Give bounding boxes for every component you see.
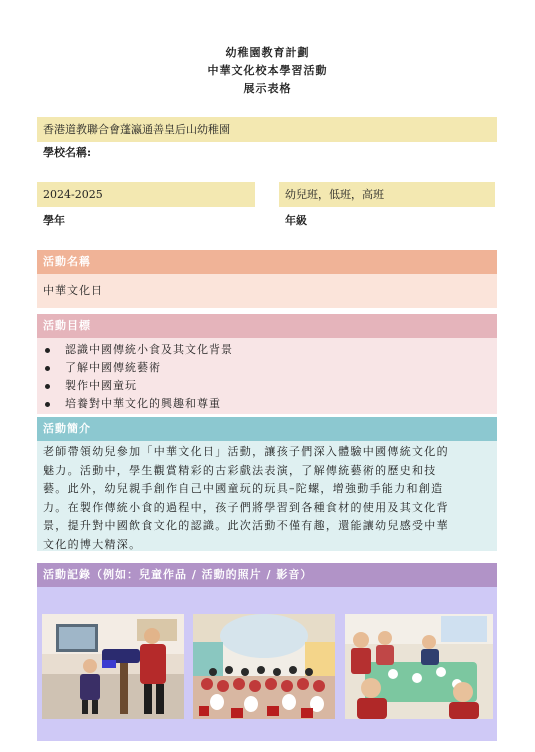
intro-line: 景，提升對中國飲食文化的認識。此次活動不僅有趣，還能讓幼兒感受中華	[43, 519, 449, 532]
intro-line: 藝。此外，幼兒親手創作自己中國童玩的玩具–陀螺，增強動手能力和創造	[43, 482, 444, 495]
goals-header: 活動目標	[37, 314, 497, 338]
bullet-icon	[45, 402, 50, 407]
activity-name-header: 活動名稱	[37, 250, 497, 274]
activity-name-value: 中華文化日	[37, 274, 497, 308]
goal-text: 了解中國傳統藝術	[65, 361, 161, 374]
goals-list-box	[37, 338, 497, 414]
goal-item	[37, 377, 497, 395]
intro-line: 力。在製作傳統小食的過程中，孩子們將學習到各種食材的使用及其文化背	[43, 500, 449, 514]
goal-text: 培養對中華文化的興趣和尊重	[65, 397, 221, 410]
goal-text: 認識中國傳統小食及其文化背景	[65, 343, 233, 356]
snack-making-photo	[345, 614, 493, 719]
grade-label: 年級	[285, 214, 307, 227]
plan-title: 幼稚園教育計劃	[225, 46, 310, 59]
group-photo	[193, 614, 335, 719]
intro-line: 文化的博大精深。	[43, 537, 142, 551]
intro-body	[37, 441, 497, 551]
bullet-icon	[45, 366, 50, 371]
goal-item	[37, 359, 497, 377]
intro-line: 老師帶領幼兒參加「中華文化日」活動，讓孩子們深入體驗中國傳統文化的	[43, 445, 449, 458]
school-year-label: 學年	[43, 214, 65, 227]
intro-header: 活動簡介	[37, 417, 497, 441]
school-year-field: 2024-2025	[37, 182, 255, 207]
activity-type-title: 中華文化校本學習活動	[207, 64, 328, 77]
intro-line: 魅力。活動中，學生觀賞精彩的古彩戲法表演，了解傳統藝術的歷史和技	[43, 463, 437, 477]
goal-item	[37, 341, 497, 359]
records-header: 活動記錄（例如：兒童作品 / 活動的照片 / 影音）	[37, 563, 497, 587]
grade-field: 幼兒班，低班，高班	[279, 182, 495, 207]
goal-item	[37, 395, 497, 413]
bullet-icon	[45, 384, 50, 389]
school-name-label: 學校名稱:	[43, 146, 92, 159]
goals-list	[37, 341, 497, 413]
goal-text: 製作中國童玩	[65, 379, 137, 392]
school-name-field: 香港道教聯合會蓬瀛通善皇后山幼稚園	[37, 117, 497, 142]
form-title: 展示表格	[243, 82, 292, 95]
magic-show-photo	[42, 614, 184, 719]
bullet-icon	[45, 348, 50, 353]
